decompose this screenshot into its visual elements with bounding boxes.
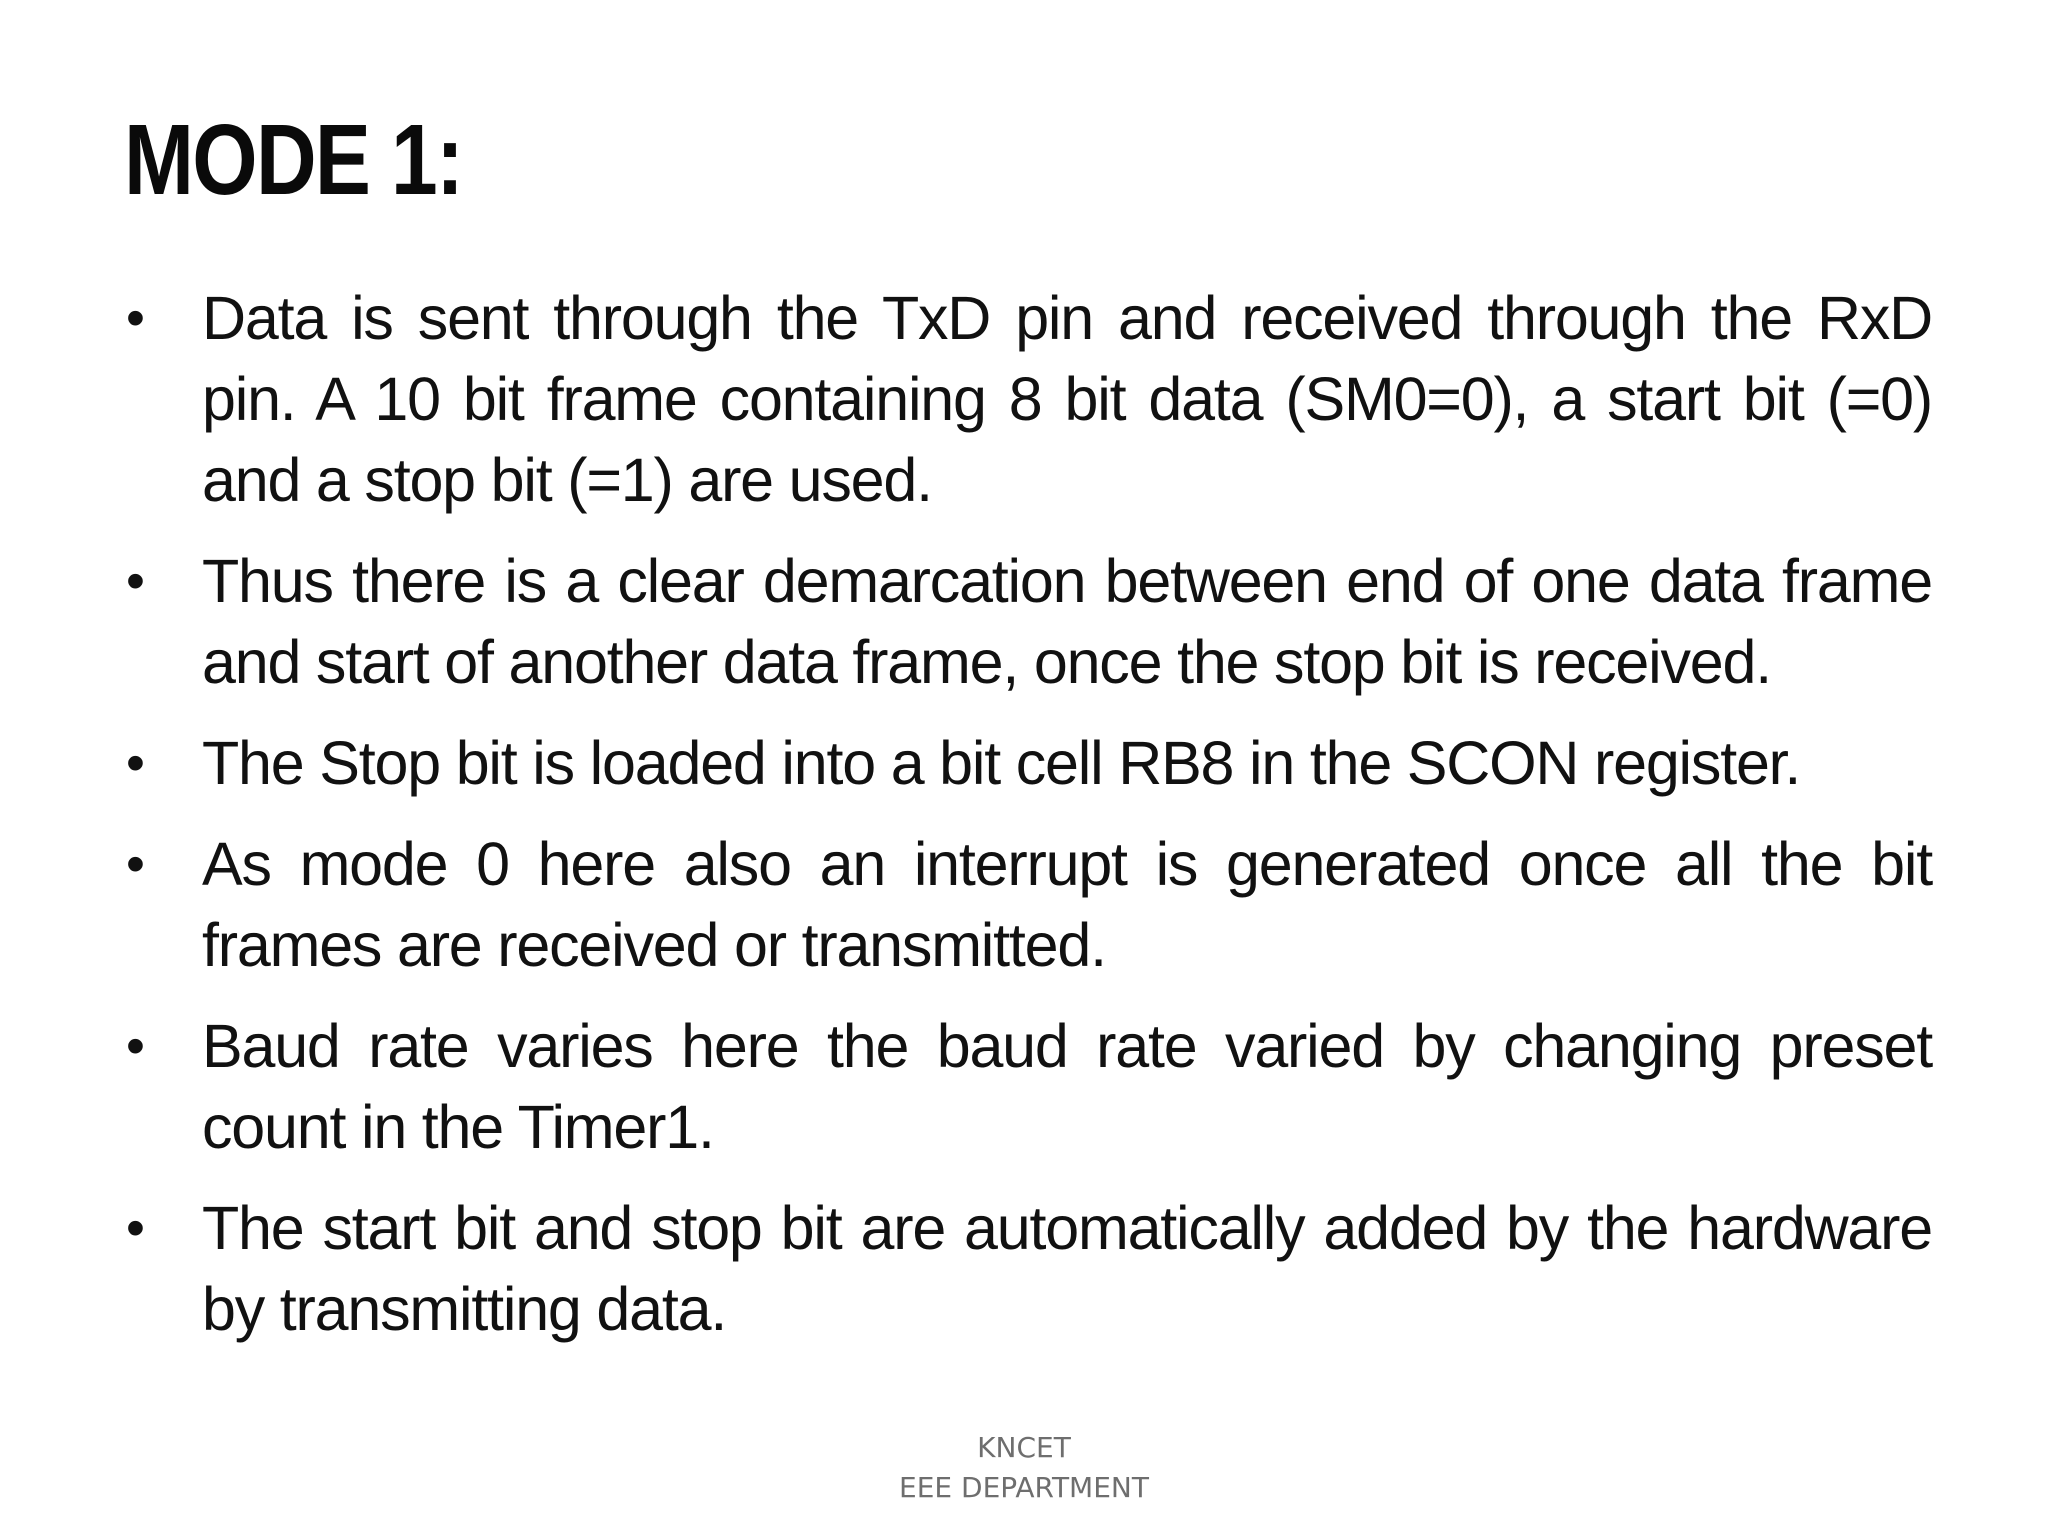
bullet-item: [122, 1188, 1932, 1350]
slide-title: MODE 1:: [124, 104, 463, 216]
bullet-item: [122, 1006, 1932, 1168]
bullet-item: [122, 541, 1932, 703]
bullet-text: Data is sent through the TxD pin and received through the RxD pin. A 10 bit frame containing 8 bit data (SM0=0), a start bit (=0) and a stop bit (=1) are used.: [202, 284, 1932, 514]
bullet-text: The Stop bit is loaded into a bit cell RB8 in the SCON register.: [202, 729, 1801, 797]
bullet-marker: •: [126, 288, 144, 348]
bullet-marker: •: [126, 733, 144, 793]
bullet-marker: •: [126, 551, 144, 611]
bullet-text: Baud rate varies here the baud rate varied by changing preset count in the Timer1.: [202, 1012, 1932, 1161]
bullet-text: Thus there is a clear demarcation between end of one data frame and start of another data frame, once the stop bit is received.: [202, 547, 1932, 696]
slide-footer: [0, 1428, 2048, 1508]
bullet-marker: •: [126, 1016, 144, 1076]
bullet-item: [122, 278, 1932, 521]
footer-institution: KNCET: [977, 1431, 1071, 1464]
bullet-list: [122, 278, 1932, 1370]
bullet-marker: •: [126, 834, 144, 894]
bullet-text: The start bit and stop bit are automatically added by the hardware by transmitting data.: [202, 1194, 1932, 1343]
bullet-item: [122, 824, 1932, 986]
bullet-item: [122, 723, 1932, 804]
bullet-marker: •: [126, 1198, 144, 1258]
bullet-text: As mode 0 here also an interrupt is generated once all the bit frames are received or transmitted.: [202, 830, 1932, 979]
footer-department: EEE DEPARTMENT: [899, 1471, 1149, 1504]
